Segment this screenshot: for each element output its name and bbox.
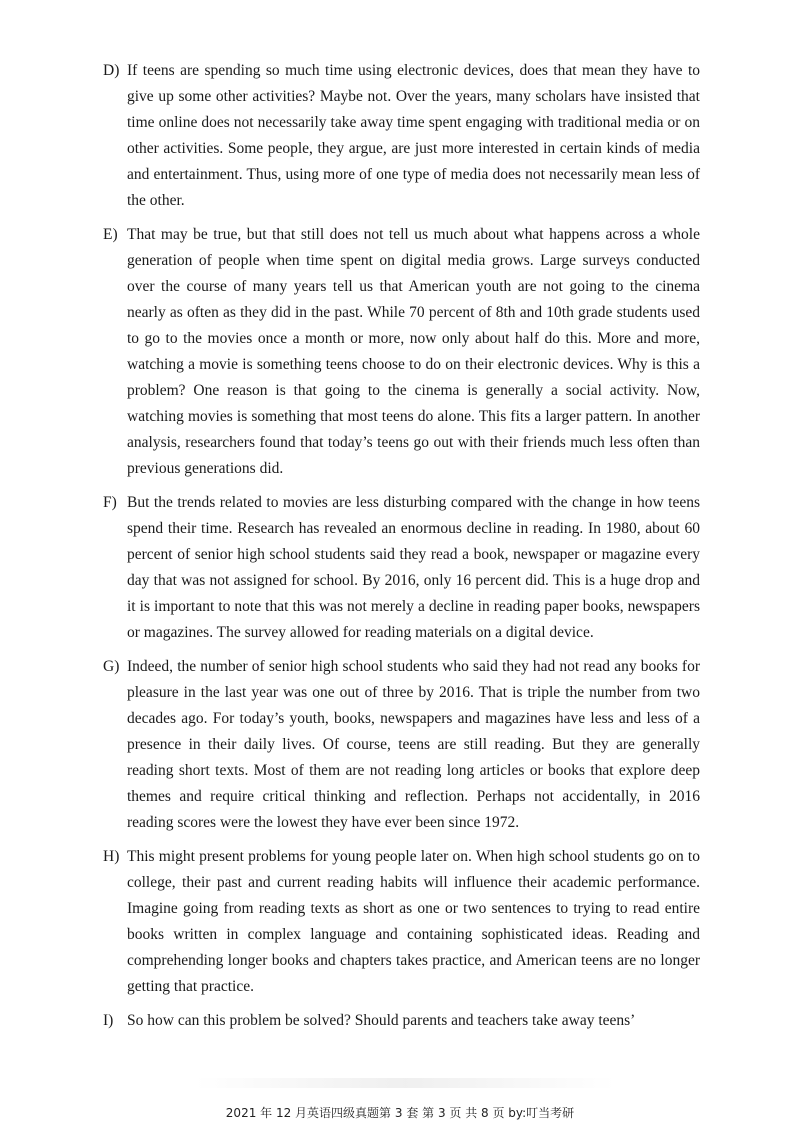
- paragraph-d: [103, 58, 700, 214]
- paragraph-text: That may be true, but that still does not tell us much about what happens across a whole generation of people when time spent on digital media grows. Large surveys conducted over the course of many years tell us that American youth are not going to the cinema nearly as often as they did in the past. While 70 percent of 8th and 10th grade students used to go to the movies once a month or more, now only about half do this. More and more, watching a movie is something teens choose to do on their electronic devices. Why is this a problem? One reason is that going to the cinema is generally a social activity. Now, watching movies is something that most teens do alone. This fits a larger pattern. In another analysis, researchers found that today’s teens go out with their friends much less often than previous generations did.: [127, 226, 700, 477]
- paragraph-text: But the trends related to movies are less disturbing compared with the change in how teens spend their time. Research has revealed an enormous decline in reading. In 1980, about 60 percent of senior high school students said they read a book, newspaper or magazine every day that was not assigned for school. By 2016, only 16 percent did. This is a huge drop and it is important to note that this was not merely a decline in reading paper books, newspapers or magazines. The survey allowed for reading materials on a digital device.: [127, 494, 700, 641]
- paragraph-label: H): [103, 848, 120, 865]
- paragraph-g: [103, 654, 700, 836]
- paragraph-label: G): [103, 658, 120, 675]
- paragraph-label: F): [103, 494, 117, 511]
- faded-watermark-line: [195, 1078, 615, 1088]
- paragraph-text: If teens are spending so much time using electronic devices, does that mean they have to give up some other activities? Maybe not. Over the years, many scholars have insisted that time online does not necessarily take away time spent engaging with traditional media or on other activities. Some people, they argue, are just more interested in certain kinds of media and entertainment. Thus, using more of one type of media does not necessarily mean less of the other.: [127, 62, 700, 209]
- paragraph-e: [103, 222, 700, 482]
- page-footer: 2021 年 12 月英语四级真题第 3 套 第 3 页 共 8 页 by:叮当考研: [225, 1106, 575, 1120]
- passage-body: [103, 58, 700, 1042]
- paragraph-h: [103, 844, 700, 1000]
- paragraph-text: This might present problems for young people later on. When high school students go on to college, their past and current reading habits will influence their academic performance. Imagine going from reading texts as short as one or two sentences to trying to read entire books written in complex language and containing sophisticated ideas. Reading and comprehending longer books and chapters takes practice, and American teens are no longer getting that practice.: [127, 848, 700, 995]
- paragraph-f: [103, 490, 700, 646]
- paragraph-text: Indeed, the number of senior high school students who said they had not read any books for pleasure in the last year was one out of three by 2016. That is triple the number from two decades ago. For today’s youth, books, newspapers and magazines have less and less of a presence in their daily lives. Of course, teens are still reading. But they are generally reading short texts. Most of them are not reading long articles or books that explore deep themes and require critical thinking and reflection. Perhaps not accidentally, in 2016 reading scores were the lowest they have ever been since 1972.: [127, 658, 700, 831]
- paragraph-i: [103, 1008, 700, 1034]
- paragraph-label: I): [103, 1012, 114, 1029]
- paragraph-text: So how can this problem be solved? Should parents and teachers take away teens’: [127, 1012, 636, 1029]
- paragraph-label: E): [103, 226, 118, 243]
- paragraph-label: D): [103, 62, 120, 79]
